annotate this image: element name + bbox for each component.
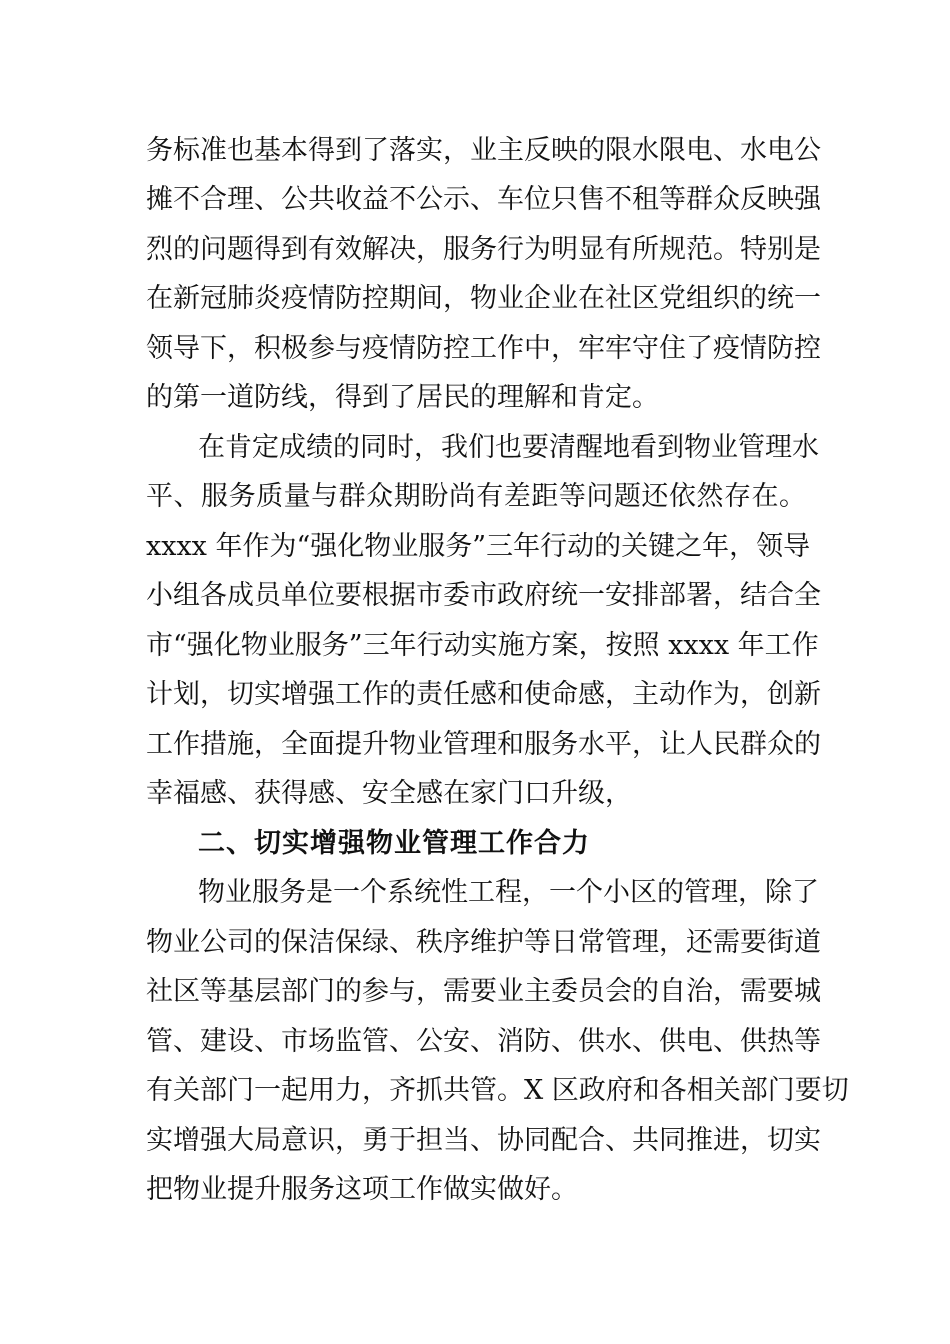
paragraph-2-line: 幸福感、获得感、安全感在家门口升级， [146, 778, 632, 809]
paragraph-3-line: 管、建设、市场监管、公安、消防、供水、供电、供热等 [146, 1026, 821, 1057]
paragraph-2-line: 市“强化物业服务”三年行动实施方案，按照 xxxx 年工作 [146, 630, 819, 661]
paragraph-3-line: 把物业提升服务这项工作做实做好。 [146, 1174, 578, 1205]
paragraph-3-line: 社区等基层部门的参与，需要业主委员会的自治，需要城 [146, 976, 821, 1007]
paragraph-3-line: 有关部门一起用力，齐抓共管。X 区政府和各相关部门要切 [146, 1075, 849, 1106]
paragraph-3-line: 物业公司的保洁保绿、秩序维护等日常管理，还需要街道 [146, 927, 821, 958]
section-heading: 二、切实增强物业管理工作合力 [198, 828, 590, 859]
paragraph-3-line: 实增强大局意识，勇于担当、协同配合、共同推进，切实 [146, 1125, 821, 1156]
paragraph-1-line: 的第一道防线，得到了居民的理解和肯定。 [146, 382, 659, 413]
paragraph-2-line: 在肯定成绩的同时，我们也要清醒地看到物业管理水 [198, 432, 819, 463]
paragraph-2-line: 计划，切实增强工作的责任感和使命感，主动作为，创新 [146, 679, 821, 710]
paragraph-2-line: xxxx 年作为“强化物业服务”三年行动的关键之年，领导 [146, 531, 811, 562]
paragraph-1-line: 在新冠肺炎疫情防控期间，物业企业在社区党组织的统一 [146, 283, 821, 314]
paragraph-2-line: 平、服务质量与群众期盼尚有差距等问题还依然存在。 [146, 481, 806, 512]
paragraph-2-line: 小组各成员单位要根据市委市政府统一安排部署，结合全 [146, 580, 821, 611]
paragraph-1-line: 领导下，积极参与疫情防控工作中，牢牢守住了疫情防控 [146, 333, 821, 364]
paragraph-2-line: 工作措施，全面提升物业管理和服务水平，让人民群众的 [146, 729, 821, 760]
paragraph-3-line: 物业服务是一个系统性工程，一个小区的管理，除了 [198, 877, 819, 908]
paragraph-1-line: 务标准也基本得到了落实，业主反映的限水限电、水电公 [146, 135, 821, 166]
paragraph-1-line: 摊不合理、公共收益不公示、车位只售不租等群众反映强 [146, 184, 821, 215]
paragraph-1-line: 烈的问题得到有效解决，服务行为明显有所规范。特别是 [146, 234, 821, 265]
